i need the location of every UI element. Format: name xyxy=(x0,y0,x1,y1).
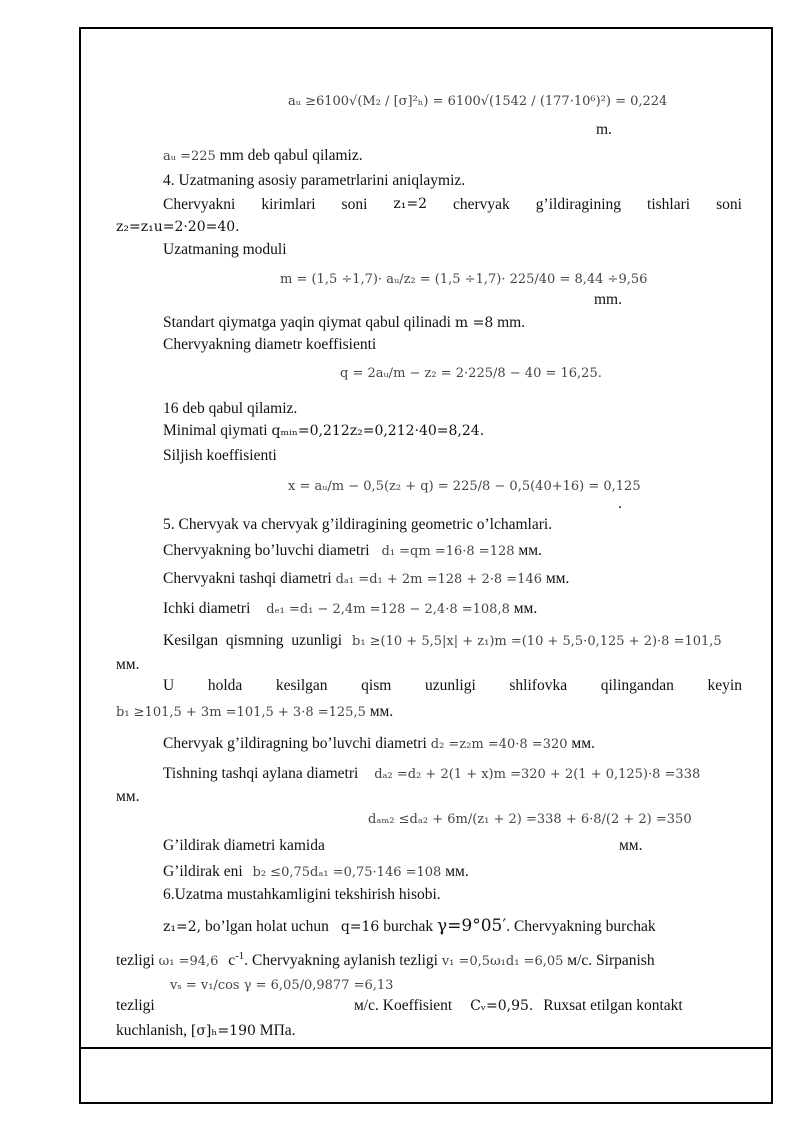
word: soni xyxy=(716,196,742,213)
z1-paragraph xyxy=(163,196,742,214)
df1-formula: dₑ₁ =d₁ − 2,4m =128 − 2,4·8 =108,8 xyxy=(266,602,510,617)
aylanish-text: . Chervyakning aylanish tezligi xyxy=(244,952,438,970)
state-text: bo’lgan holat uchun xyxy=(204,918,329,935)
d1-formula: d₁ =qm =16·8 =128 xyxy=(381,544,515,559)
sigma-value: [σ]ₕ=190 xyxy=(190,1023,256,1039)
shlif-paragraph xyxy=(163,677,742,695)
word: keyin xyxy=(707,677,742,694)
m8-formula: m =8 xyxy=(454,315,494,331)
b1-after-formula: b₁ ≥101,5 + 3m =101,5 + 3·8 =125,5 xyxy=(116,705,366,720)
word: tishlari xyxy=(647,196,691,213)
b2-formula: b₂ ≤0,75dₐ₁ =0,75·146 =108 xyxy=(252,865,442,880)
cv-value: Cᵥ=0,95. xyxy=(470,998,534,1014)
aw-value: aᵤ =225 xyxy=(163,149,216,164)
z1-value: z₁=2, xyxy=(163,919,202,935)
da1-formula: dₐ₁ =d₁ + 2m =128 + 2·8 =146 xyxy=(335,572,542,587)
burchak-word: burchak xyxy=(383,918,434,935)
q-value: q=16 xyxy=(340,919,380,935)
word: chervyak xyxy=(453,196,510,213)
d2-line xyxy=(163,734,595,755)
vs-formula: vₛ = v₁/cos γ = 6,05/0,9877 =6,13 xyxy=(170,978,394,993)
unit-text: мм. xyxy=(116,656,140,673)
word: holda xyxy=(207,677,243,694)
unit-text: mm. xyxy=(497,314,526,331)
burchak-text: . Chervyakning burchak xyxy=(506,918,656,935)
qmin-formula: qₘᵢₙ=0,212z₂=0,212·40=8,24. xyxy=(271,423,485,439)
section-4-title: 4. Uzatmaning asosiy parametrlarini aniqlaymiz. xyxy=(163,172,466,189)
omega-line xyxy=(116,946,655,972)
tezligi-word: tezligi xyxy=(116,997,155,1014)
standard-text: Standart qiymatga yaqin qiymat qabul qilinadi xyxy=(163,314,451,331)
mpa-unit: МПа. xyxy=(259,1022,296,1039)
aw-accept: mm deb qabul qilamiz. xyxy=(219,147,363,164)
z1-formula: z₁=2 xyxy=(393,196,428,212)
word: kesilgan xyxy=(275,677,328,694)
unit-text: мм. xyxy=(116,788,140,805)
unit-text: мм. xyxy=(369,703,394,720)
min-label: Minimal qiymati xyxy=(163,422,268,439)
unit-text: мм. xyxy=(571,735,595,752)
vs-unit: м/c. Koeffisient xyxy=(354,997,453,1014)
tezligi-word: tezligi xyxy=(116,952,155,970)
da2-label: Tishning tashqi aylana diametri xyxy=(163,765,359,782)
unit-text: мм. xyxy=(513,600,538,617)
gamma-value: γ=9°05′ xyxy=(437,916,507,936)
unit-text: m. xyxy=(596,121,612,138)
word: U xyxy=(163,677,175,694)
formula-q: q = 2aᵤ/m − z₂ = 2·225/8 − 40 = 16,25. xyxy=(340,366,602,381)
formula-aw: aᵤ ≥6100√(M₂ / [σ]²ₕ) = 6100√(1542 / (177·10⁶)²) = 0,224 xyxy=(288,94,668,109)
b2-line xyxy=(163,862,469,883)
d2-formula: d₂ =z₂m =40·8 =320 xyxy=(430,737,568,752)
omega-unit: c xyxy=(228,952,236,970)
kuch-word: kuchlanish, xyxy=(116,1022,188,1039)
da2-formula: dₐ₂ =d₂ + 2(1 + x)m =320 + 2(1 + 0,125)·8 =338 xyxy=(374,767,701,782)
d1-line xyxy=(163,541,542,562)
word: uzunligi xyxy=(291,632,343,649)
footer-divider xyxy=(79,1047,773,1049)
unit-text: мм. xyxy=(518,542,542,559)
word: qism xyxy=(361,677,392,694)
word: qismning xyxy=(225,632,284,649)
word: uzunligi xyxy=(424,677,476,694)
word: kirimlari xyxy=(261,196,316,213)
d1-label: Chervyakning bo’luvchi diametri xyxy=(163,542,370,559)
diam-coef-label: Chervyakning diametr koeffisienti xyxy=(163,336,377,353)
z2-formula: z₂=z₁u=2·20=40. xyxy=(116,219,240,235)
shift-label: Siljish koeffisienti xyxy=(163,447,277,464)
formula-x: x = aᵤ/m − 0,5(z₂ + q) = 225/8 − 0,5(40+16) = 0,125 xyxy=(288,479,641,494)
v1-unit: м/c. Sirpanish xyxy=(567,952,655,970)
dam-formula: dₐₘ₂ ≤dₐ₂ + 6m/(z₁ + 2) =338 + 6·8/(2 + 2) =350 xyxy=(368,812,692,827)
omega-formula: ω₁ =94,6 xyxy=(158,954,219,970)
unit-text: мм. xyxy=(545,570,570,587)
word: qilingandan xyxy=(600,677,674,694)
word: Chervyakni xyxy=(163,196,236,213)
q-accept: 16 deb qabul qilamiz. xyxy=(163,400,298,417)
ruxsat-text: Ruxsat etilgan kontakt xyxy=(543,997,683,1014)
omega-unit-sup: -1 xyxy=(235,950,245,962)
modul-label: Uzatmaning moduli xyxy=(163,241,287,258)
sigma-line xyxy=(116,1021,296,1041)
d2-label: Chervyak g’ildiragning bo’luvchi diametri xyxy=(163,735,427,752)
section-5-title: 5. Chervyak va chervyak g’ildiragining geometric o’lchamlari. xyxy=(163,516,553,533)
b1-line xyxy=(163,631,722,652)
v1-formula: v₁ =0,5ω₁d₁ =6,05 xyxy=(441,954,564,970)
unit-text: мм. xyxy=(445,863,469,880)
dam-label: G’ildirak diametri kamida xyxy=(163,837,325,854)
df1-label: Ichki diametri xyxy=(163,600,251,617)
word: Kesilgan xyxy=(163,632,219,649)
dot: . xyxy=(618,495,622,512)
b2-label: G’ildirak eni xyxy=(163,863,243,880)
z1-state-line xyxy=(163,916,656,937)
min-line xyxy=(163,421,484,441)
unit-text: mm. xyxy=(594,291,622,308)
unit-text: мм. xyxy=(619,837,643,854)
formula-m: m = (1,5 ÷1,7)· aᵤ/z₂ = (1,5 ÷1,7)· 225/40 = 8,44 ÷9,56 xyxy=(280,272,648,287)
section-6-title: 6.Uzatma mustahkamligini tekshirish hisobi. xyxy=(163,886,441,903)
word: g’ildiragining xyxy=(535,196,622,213)
da2-line xyxy=(163,764,700,785)
aw-line xyxy=(163,146,363,167)
b1-formula: b₁ ≥(10 + 5,5|x| + z₁)m =(10 + 5,5·0,125 + 2)·8 =101,5 xyxy=(352,634,722,649)
da1-label: Chervyakni tashqi diametri xyxy=(163,570,332,587)
word: soni xyxy=(341,196,368,213)
standard-line xyxy=(163,313,525,333)
word: shlifovka xyxy=(509,677,568,694)
da1-line xyxy=(163,569,569,590)
df1-line xyxy=(163,599,537,620)
b1-after-line xyxy=(116,702,393,723)
vs-line xyxy=(354,996,683,1016)
